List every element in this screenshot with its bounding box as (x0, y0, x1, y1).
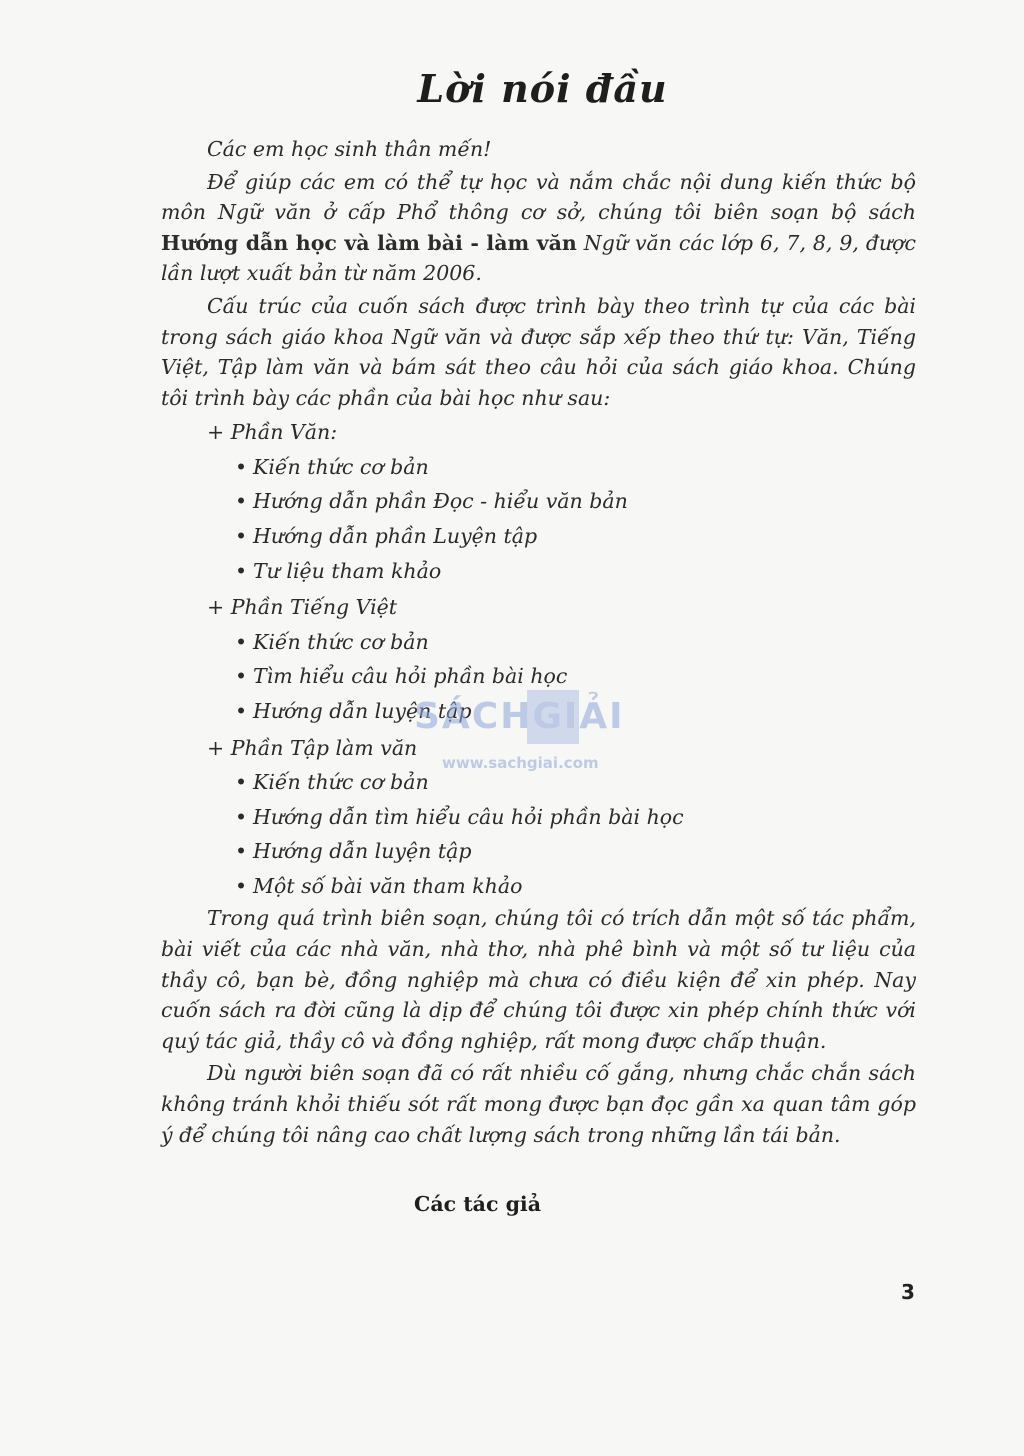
watermark-text: SÁCHGIẢI (414, 696, 625, 737)
structure-paragraph: Cấu trúc của cuốn sách được trình bày theo trình tự của các bài trong sách giáo khoa Ngữ văn và được sắp xếp theo thứ tự: Văn, Tiếng Việt, Tập làm văn và bám sát theo câu hỏi của sách giáo khoa. Chúng tôi trình bày các phần của bài học như sau: (161, 293, 916, 410)
book-title: Hướng dẫn học và làm bài - làm văn (161, 230, 577, 255)
intro-before: Để giúp các em có thể tự học và nắm chắc nội dung kiến thức bộ môn Ngữ văn ở cấp Phổ thông cơ sở, chúng tôi biên soạn bộ sách (161, 169, 916, 225)
section-list-tap-lam-van (161, 765, 916, 903)
list-item: • Kiến thức cơ bản (253, 450, 916, 485)
watermark-logo (414, 690, 625, 780)
watermark-url: www.sachgiai.com (442, 754, 599, 772)
intro-after: Ngữ văn các lớp 6, 7, 8, 9, được lần lượt xuất bản từ năm 2006. (161, 230, 916, 286)
compiling-paragraph: Trong quá trình biên soạn, chúng tôi có trích dẫn một số tác phẩm, bài viết của các nhà văn, nhà thơ, nhà phê bình và một số tư liệu của thầy cô, bạn bè, đồng nghiệp mà chưa có điều kiện để xin phép. Nay cuốn sách ra đời cũng là dịp để chúng tôi được xin phép chính thức với quý tác giả, thầy cô và đồng nghiệp, rất mong được chấp thuận. (161, 906, 916, 1053)
list-item: • Hướng dẫn luyện tập (253, 834, 916, 869)
section-label-tieng-viet: + Phần Tiếng Việt (207, 595, 398, 620)
list-item: • Tư liệu tham khảo (253, 554, 916, 589)
section-label-van: + Phần Văn: (207, 420, 338, 445)
section-list-van (161, 450, 916, 588)
list-item: • Một số bài văn tham khảo (253, 869, 916, 904)
intro-paragraph (161, 167, 916, 289)
list-item: • Tìm hiểu câu hỏi phần bài học (253, 659, 916, 694)
closing-paragraph: Dù người biên soạn đã có rất nhiều cố gắng, nhưng chắc chắn sách không tránh khỏi thiếu sót rất mong được bạn đọc gần xa quan tâm góp ý để chúng tôi nâng cao chất lượng sách trong những lần tái bản. (161, 1061, 916, 1147)
section-label-tap-lam-van: + Phần Tập làm văn (207, 735, 418, 760)
greeting: Các em học sinh thân mến! (207, 137, 492, 161)
list-item: • Hướng dẫn phần Đọc - hiểu văn bản (253, 484, 916, 519)
list-item: • Hướng dẫn phần Luyện tập (253, 519, 916, 554)
signature: Các tác giả (414, 1192, 541, 1216)
body-text (161, 134, 916, 1152)
page-title: Lời nói đầu (417, 66, 668, 111)
list-item: • Kiến thức cơ bản (253, 625, 916, 660)
list-item: • Kiến thức cơ bản (253, 765, 916, 800)
page-number: 3 (901, 1280, 915, 1304)
list-item: • Hướng dẫn luyện tập (253, 694, 916, 729)
list-item: • Hướng dẫn tìm hiểu câu hỏi phần bài học (253, 800, 916, 835)
